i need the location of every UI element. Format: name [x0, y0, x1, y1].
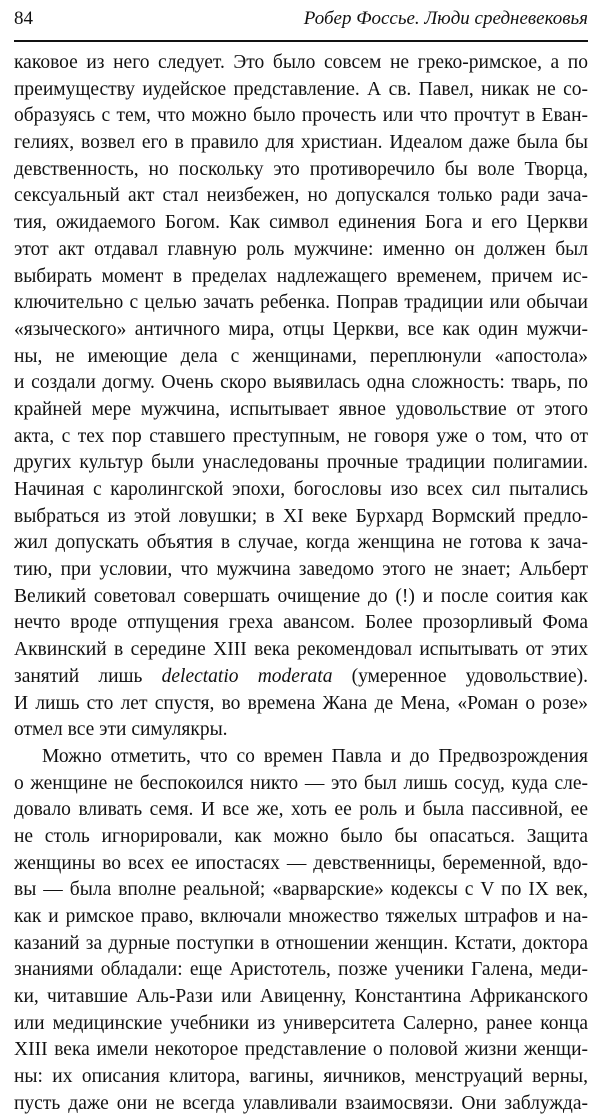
text-line	[14, 931, 588, 958]
text-line	[14, 717, 588, 744]
text-line	[14, 424, 588, 451]
text-line	[14, 691, 588, 718]
text-segment: женщины во всех ее ипостасях — девственницы, беременной, вдо-	[14, 852, 588, 874]
text-line	[14, 584, 588, 611]
latin-phrase: delectatio moderata	[161, 665, 333, 687]
text-segment: знаниями обладали: еще Аристотель, позже ученики Галена, меди-	[14, 959, 588, 981]
text-segment: или медицинские учебники из университета Салерно, ранее конца	[14, 1012, 588, 1034]
text-segment: как и римское право, включали множество тяжелых штрафов и на-	[14, 906, 588, 927]
text-line	[14, 877, 588, 904]
text-segment: И лишь сто лет спустя, во времена Жана де Мена, «Роман о розе»	[14, 692, 588, 714]
text-segment: других культур были унаследованы прочные традиции полигамии.	[14, 452, 588, 474]
text-line	[14, 130, 588, 157]
text-line	[14, 771, 588, 798]
text-segment: гелиях, возвел его в правило для христиан. Идеалом даже была бы	[14, 132, 588, 154]
page-number: 84	[14, 8, 33, 29]
text-line	[14, 397, 588, 424]
text-line	[14, 957, 588, 984]
text-segment: тию, при условии, что мужчина заведомо этого не знает; Альберт	[14, 559, 588, 581]
text-line	[14, 637, 588, 664]
text-segment: Можно отметить, что со времен Павла и до Предвозрождения	[42, 745, 588, 767]
text-segment: и создали догму. Очень скоро выявилась одна сложность: тварь, по	[14, 372, 588, 394]
text-line	[14, 157, 588, 184]
text-line	[14, 557, 588, 584]
text-line	[14, 1064, 588, 1091]
text-segment: ны: их описания клитора, вагины, яичников, менструаций верны,	[14, 1066, 588, 1088]
text-segment: занятий лишь	[14, 665, 162, 687]
text-segment: акта, с тех пор ставшего преступным, не говоря уже о том, что от	[14, 425, 588, 447]
page-header	[14, 6, 588, 32]
text-segment: образуясь с тем, что можно было прочесть или что прочтут в Еван-	[14, 105, 588, 127]
text-segment: сексуальный акт стал неизбежен, но допускался только ради зача-	[14, 185, 588, 207]
book-page	[14, 0, 588, 1114]
text-segment: выбирать момент в пределах надлежащего временем, причем ис-	[14, 265, 588, 287]
text-segment: пусть даже они не всегда улавливали взаимосвязи. Они заблужда-	[14, 1092, 588, 1114]
text-segment: тия, ожидаемого Богом. Как символ единения Бога и его Церкви	[14, 212, 588, 234]
text-line	[14, 610, 588, 637]
text-line	[14, 344, 588, 371]
text-line	[14, 824, 588, 851]
text-segment: ки, читавшие Аль-Рази или Авиценну, Константина Африканского	[14, 986, 588, 1008]
text-line	[14, 317, 588, 344]
text-line	[14, 797, 588, 824]
text-line	[14, 290, 588, 317]
text-segment: выбраться из этой ловушки; в XI веке Бурхард Вормский предло-	[14, 505, 588, 527]
text-line	[14, 851, 588, 878]
text-line	[14, 1091, 588, 1118]
text-segment: вы — была вполне реальной; «варварские» кодексы с V по IX век,	[14, 879, 588, 901]
text-segment: (умеренное удовольствие).	[332, 665, 588, 687]
text-segment: довало вливать семя. И все же, хоть ее роль и была пассивной, ее	[14, 799, 588, 821]
text-segment: Начиная с каролингской эпохи, богословы изо всех сил пытались	[14, 479, 588, 500]
text-segment: нечто вроде отпущения греха авансом. Более прозорливый Фома	[14, 612, 588, 634]
text-segment: не столь игнорировали, как можно было бы опасаться. Защита	[14, 825, 588, 847]
text-line	[14, 984, 588, 1011]
text-line	[14, 103, 588, 130]
text-line	[14, 210, 588, 237]
text-line	[14, 504, 588, 531]
text-segment: «языческого» античного мира, отцы Церкви, все как один мужчи-	[14, 318, 588, 340]
text-segment: отмел все эти симулякры.	[14, 719, 228, 741]
text-segment: казаний за дурные поступки в отношении женщин. Кстати, доктора	[14, 932, 588, 954]
text-segment: Великий советовал совершать очищение до (!) и после соития как	[14, 585, 588, 607]
text-line	[14, 50, 588, 77]
text-segment: ны, не имеющие дела с женщинами, переплюнули «апостола»	[14, 345, 588, 367]
text-line	[14, 183, 588, 210]
header-rule	[14, 40, 588, 42]
text-segment: каковое из него следует. Это было совсем не греко-римское, а по	[14, 52, 588, 73]
text-line	[14, 904, 588, 931]
text-line	[14, 664, 588, 691]
text-line	[14, 77, 588, 104]
text-line	[14, 1011, 588, 1038]
text-segment: девственность, но поскольку это противоречило бы воле Творца,	[14, 158, 588, 180]
text-segment: преимуществу иудейское представление. А св. Павел, никак не со-	[14, 78, 588, 100]
text-line	[14, 744, 588, 771]
text-line	[14, 237, 588, 264]
text-segment: о женщине не беспокоился никто — это был лишь сосуд, куда сле-	[14, 772, 588, 794]
running-head: Робер Фоссье. Люди средневековья	[303, 8, 588, 29]
text-segment: этот акт отдавал главную роль мужчине: именно он должен был	[14, 238, 588, 260]
text-line	[14, 530, 588, 557]
text-line	[14, 1037, 588, 1064]
text-segment: крайней мере мужчина, испытывает явное удовольствие от этого	[14, 398, 588, 420]
text-line	[14, 477, 588, 504]
text-line	[14, 370, 588, 397]
text-segment: Аквинский в середине XIII века рекомендовал испытывать от этих	[14, 639, 588, 661]
text-line	[14, 450, 588, 477]
text-segment: жил допускать объятия в случае, когда женщина не готова к зача-	[14, 532, 588, 554]
text-segment: XIII века имели некоторое представление о половой жизни женщи-	[14, 1039, 588, 1061]
body-text	[14, 50, 588, 1118]
text-segment: ключительно с целью зачать ребенка. Поправ традиции или обычаи	[14, 292, 588, 314]
text-line	[14, 264, 588, 291]
